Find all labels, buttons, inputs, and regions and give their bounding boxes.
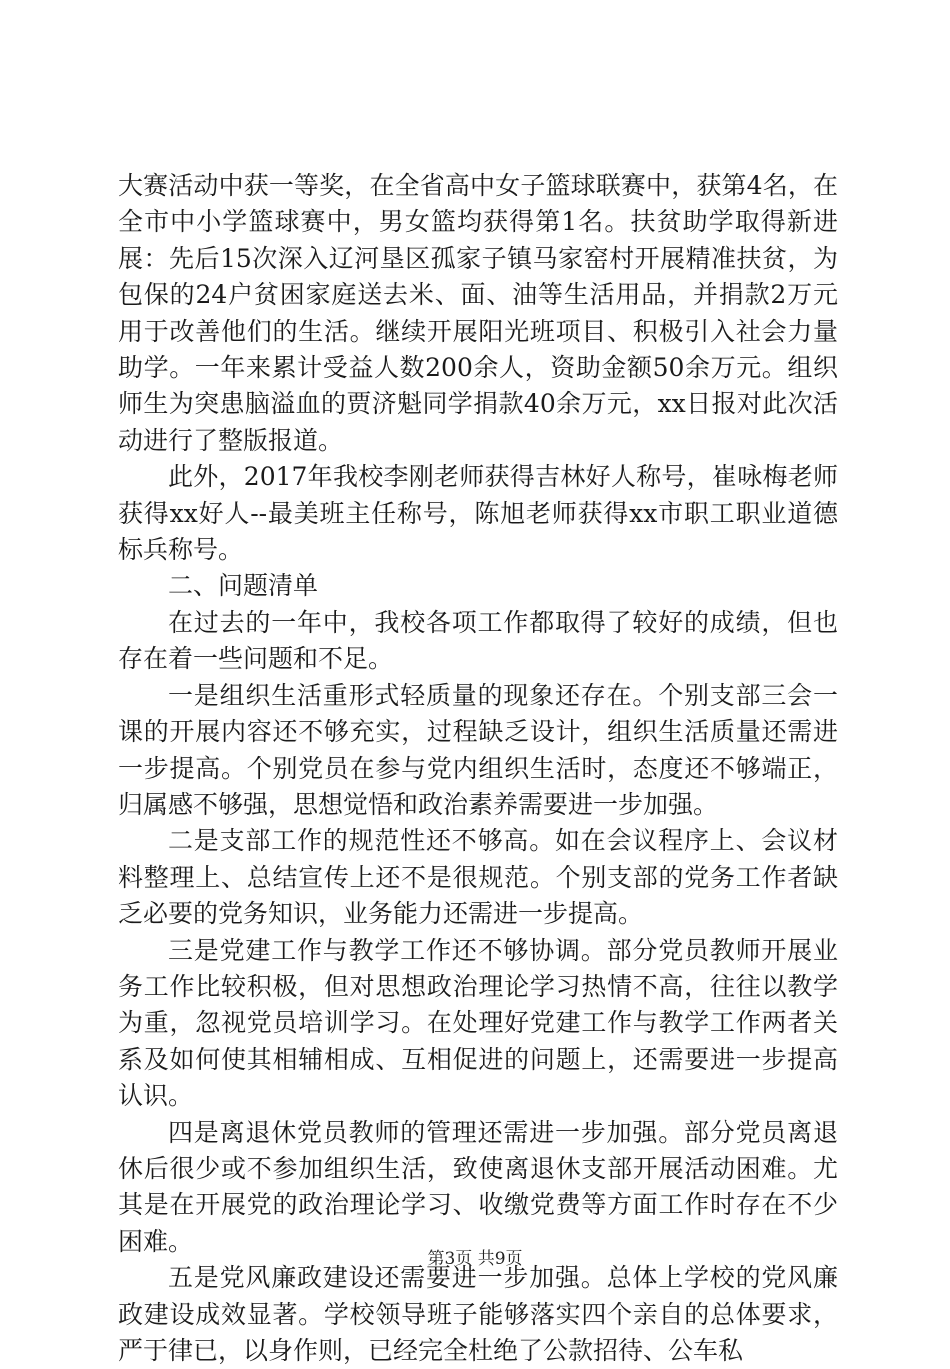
paragraph-issue-2: 二是支部工作的规范性还不够高。如在会议程序上、会议材料整理上、总结宣传上还不是很规范。个别支部的党务工作者缺乏必要的党务知识，业务能力还需进一步提高。 [118,826,838,929]
paragraph-issue-3: 三是党建工作与教学工作还不够协调。部分党员教师开展业务工作比较积极，但对思想政治理论学习热情不高，往往以教学为重，忽视党员培训学习。在处理好党建工作与教学工作两者关系及如何使其相辅相成、互相促进的问题上，还需要进一步提高认识。 [118,935,838,1111]
paragraph-honors: 此外，2017年我校李刚老师获得吉林好人称号，崔咏梅老师获得xx好人--最美班主任称号，陈旭老师获得xx市职工职业道德标兵称号。 [118,462,838,565]
paragraph-issue-1: 一是组织生活重形式轻质量的现象还存在。个别支部三会一课的开展内容还不够充实，过程缺乏设计，组织生活质量还需进一步提高。个别党员在参与党内组织生活时，态度还不够端正，归属感不够强，思想觉悟和政治素养需要进一步加强。 [118,680,838,819]
paragraph-intro: 在过去的一年中，我校各项工作都取得了较好的成绩，但也存在着一些问题和不足。 [118,607,838,674]
paragraph-issue-4: 四是离退休党员教师的管理还需进一步加强。部分党员离退休后很少或不参加组织生活，致使离退休支部开展活动困难。尤其是在开展党的政治理论学习、收缴党费等方面工作时存在不少困难。 [118,1117,838,1256]
paragraph-issue-5: 五是党风廉政建设还需要进一步加强。总体上学校的党风廉政建设成效显著。学校领导班子能够落实四个亲自的总体要求，严于律已，以身作则，已经完全杜绝了公款招待、公车私 [118,1263,838,1365]
page-number: 第3页 共9页 [427,1249,523,1269]
paragraph-continued: 大赛活动中获一等奖，在全省高中女子篮球联赛中，获第4名，在全市中小学篮球赛中，男女篮均获得第1名。扶贫助学取得新进展：先后15次深入辽河垦区孤家子镇马家窑村开展精准扶贫，为包保的24户贫困家庭送去米、面、油等生活用品，并捐款2万元用于改善他们的生活。继续开展阳光班项目、积极引入社会力量助学。一年来累计受益人数200余人，资助金额50余万元。组织师生为突患脑溢血的贾济魁同学捐款40余万元，xx日报对此次活动进行了整版报道。 [118,171,838,455]
section-heading: 二、问题清单 [168,571,319,601]
document-body [118,168,838,1369]
